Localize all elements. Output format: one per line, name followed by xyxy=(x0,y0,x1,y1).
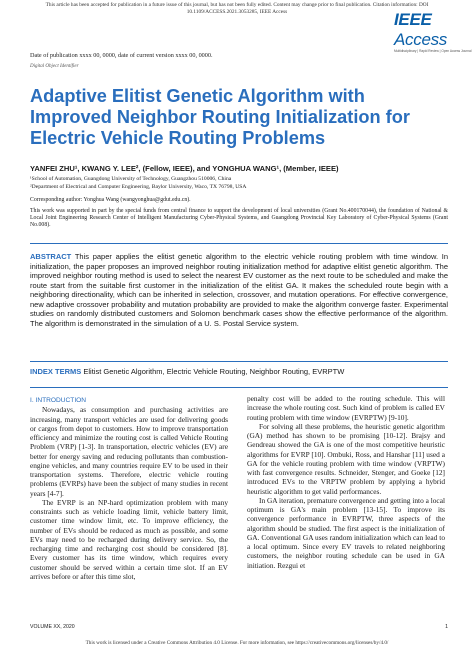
logo-access: Access xyxy=(394,30,447,49)
license-notice: This work is licensed under a Creative Commons Attribution 4.0 License. For more information, see https://creativecommons.org/licenses/by/4.0/ xyxy=(85,640,389,646)
logo-tagline: Multidisciplinary | Rapid Review | Open Access Journal xyxy=(394,49,472,53)
paragraph: For solving all these problems, the heuristic genetic algorithm (GA) method has shown to be promising [10-12]. Brajsy and Gendreau showed the GA is one of the most competitive heuristic algorithms for EVRP [10]. Ombuki, Ross, and Hanshar [11] used a GA for the vehicle routing problem with time window (VRPTW) with fast convergence results. Schneider, Stenger, and Goeke [12] introduced EVs to the VRPTW problem by applying a hybrid heuristic algorithm to get valid performances. xyxy=(247,421,445,496)
paper-title: Adaptive Elitist Genetic Algorithm with Improved Neighbor Routing Initialization for Electric Vehicle Routing Problems xyxy=(30,86,410,148)
footer-volume: VOLUME XX, 2020 xyxy=(30,624,75,630)
section-heading-introduction: I. INTRODUCTION xyxy=(30,397,87,404)
left-column xyxy=(30,396,228,581)
paragraph: penalty cost will be added to the routing schedule. This will increase the whole routing cost. Such kind of problem is called EV routing problem with time window (EVRPTW) [9-10]. xyxy=(247,394,445,422)
page-number: 1 xyxy=(445,624,448,630)
abstract-block xyxy=(30,252,448,328)
abstract-text: This paper applies the elitist genetic algorithm to the electric vehicle routing problem with time window. In initialization, the paper proposes an improved neighbor routing initialization method for adaptive elitist genetic algorithm. The improved neighbor routing method is used to select the nearest EV customer as the next route to be scheduled and make the route start from the suitable first customer in the initialization of the elitist GA. It makes the scheduled route begin with a neighboring directionality, which can be inherited in selection, crossover, and mutation operations. For effective convergence, new adaptive crossover probability and mutation probability are provided to make the algorithm converge faster. Experimental studies on randomly distributed customers and Solomon benchmark cases show the effective performance of the algorithm. The algorithm is demonstrated in the simulation of a U. S. Postal Service system. xyxy=(30,252,448,328)
index-terms-heading: INDEX TERMS xyxy=(30,367,82,376)
paragraph: In GA iteration, premature convergence and getting into a local optimum is GA's main problem [13-15]. To improve its convergence performance in EVRPTW, three aspects of the algorithm should be studied. The first aspect is the initialization of GA. Conventional GA uses random initialization which can lead to a local optimum. Since every EV travels to related neighboring customers, the neighbor routing schedule can be used in GA initiation. Rezgui et xyxy=(247,495,445,570)
ieee-access-logo xyxy=(394,10,472,53)
index-terms-block xyxy=(30,367,448,377)
logo-ieee: IEEE xyxy=(394,10,432,29)
author-list: YANFEI ZHU¹, KWANG Y. LEE², (Fellow, IEEE), and YONGHUA WANG¹, (Member, IEEE) xyxy=(30,164,339,173)
paragraph: Nowadays, as consumption and purchasing activities are increasing, many transport vehicles are used for delivering goods or cargos from depot to customers. How to improve transportation efficiency and minimize the routing cost is called Vehicle Routing Problem (VRP) [1-3]. In transportation, electric vehicles (EV) are better for energy saving and reducing pollutants than combustion-engine vehicles, and many countries require EV to be used in their transportation systems. Therefore, electric vehicle routing problems (EVRPs) have been the subject of many studies in recent years [4-7]. xyxy=(30,405,228,498)
affiliation-1: ¹School of Automation, Guangdong University of Technology, Guangzhou 510006, China xyxy=(30,176,232,182)
divider xyxy=(30,361,448,362)
publication-date: Date of publication xxxx 00, 0000, date of current version xxxx 00, 0000. xyxy=(30,52,213,59)
abstract-heading: ABSTRACT xyxy=(30,252,72,261)
affiliation-2: ²Department of Electrical and Computer Engineering, Baylor University, Waco, TX 76798, USA xyxy=(30,184,247,190)
doi-label: Digital Object Identifier xyxy=(30,64,79,69)
banner-doi: 10.1109/ACCESS.2021.3053285, IEEE Access xyxy=(186,8,288,15)
index-terms-text: Elitist Genetic Algorithm, Electric Vehicle Routing, Neighbor Routing, EVRPTW xyxy=(83,367,345,376)
right-column xyxy=(247,394,445,570)
funding-statement: This work was supported in part by the special funds from central finance to support the development of local universities (Grant No.400170044), the foundation of National & Local Joint Engineering Research Center of Intelligent Manufacturing Cyber-Physical Systems, and Guangdong Provincial Key Laboratory of Cyber-Physical Systems (Grant No.008). xyxy=(30,208,448,229)
divider xyxy=(30,387,448,388)
divider xyxy=(30,243,448,244)
banner-notice: This article has been accepted for publication in a future issue of this journal, but has not been fully edited. Content may change prior to final publication. Citation information: DOI xyxy=(45,2,429,8)
corresponding-author: Corresponding author: Yonghua Wang (wangyonghua@gdut.edu.cn). xyxy=(30,197,191,203)
paragraph: The EVRP is an NP-hard optimization problem with many constraints such as vehicle loading limit, vehicle battery limit, customer time window limit, etc. To improve efficiency, the number of EVs should be reduced as much as possible, and some EVs may need to be recharged during delivery service. So, the recharging time and recharging cost should be considered [8]. Every customer has its time window, which requires every customer should be served within a certain time slot. If an EV arrives before or after this time slot, xyxy=(30,497,228,581)
